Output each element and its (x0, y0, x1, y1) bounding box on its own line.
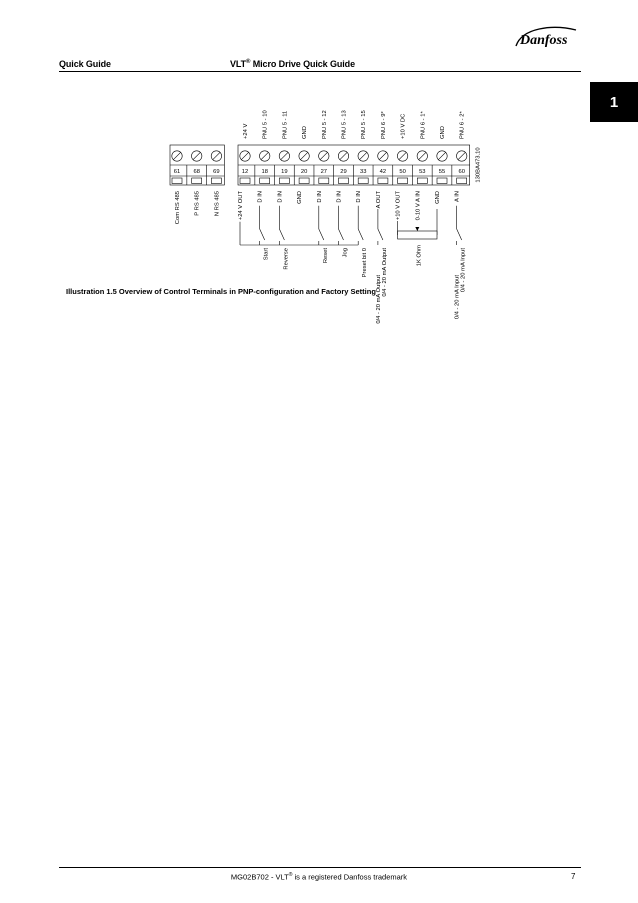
terminal-33-parameter: PNU 5 - 15 (361, 110, 368, 139)
terminal-19-function: D IN (277, 191, 284, 203)
terminal-69-number: 69 (213, 169, 220, 175)
terminal-68-label: P RS 485 (194, 191, 201, 216)
terminal-20-number: 20 (300, 169, 308, 175)
switch-33 (358, 229, 363, 240)
terminal-27-contact (319, 178, 329, 184)
terminal-42-function: A OUT (375, 191, 382, 209)
terminal-18-number: 18 (261, 169, 268, 175)
terminal-19-parameter: PNU 5 - 11 (282, 110, 289, 139)
terminal-27-number: 27 (320, 169, 328, 175)
terminal-18-parameter: PNU 5 - 10 (262, 110, 269, 139)
chapter-tab: 1 (590, 82, 638, 122)
terminal-42-number: 42 (379, 169, 387, 175)
footer-rule (59, 867, 581, 868)
terminal-29-number: 29 (340, 169, 347, 175)
header-rule (59, 71, 581, 72)
terminal-50-contact (398, 178, 408, 184)
terminal-69-contact (211, 178, 221, 184)
terminal-29-function: D IN (336, 191, 343, 203)
switch-60 (457, 229, 462, 240)
terminal-53-function: 0-10 V A IN (415, 191, 422, 221)
terminal-53-parameter: PNU 6 - 1* (420, 111, 427, 139)
switch-19 (279, 229, 284, 240)
terminal-60-signal-label: 0/4 - 20 mA Input (460, 248, 467, 293)
header-left-title: Quick Guide (59, 59, 111, 69)
terminal-18-function: D IN (257, 191, 264, 203)
terminal-42-parameter: PNU 6 - 9* (380, 111, 387, 139)
terminal-61-contact (172, 178, 182, 184)
terminal-19-contact (279, 178, 289, 184)
terminal-60-function: A IN (454, 191, 461, 202)
terminal-20-function: GND (297, 191, 304, 204)
switch-18 (260, 229, 265, 240)
terminal-69-label: N RS 485 (214, 191, 221, 217)
terminal-60-signal-label: 0/4 - 20 mA Input (454, 275, 461, 320)
terminal-19-signal-label: Reverse (283, 248, 290, 270)
terminal-55-number: 55 (438, 169, 446, 175)
terminal-33-signal-label: Preset bit 0 (362, 248, 369, 278)
terminal-68-contact (192, 178, 202, 184)
terminal-60-parameter: PNU 6 - 2* (459, 111, 466, 139)
terminal-18-signal-label: Start (263, 248, 270, 261)
terminal-12-parameter: +24 V (243, 123, 249, 139)
terminal-27-parameter: PNU 5 - 12 (321, 110, 328, 139)
terminal-42-signal-label: 0/4 - 20 mA Output (375, 275, 382, 324)
terminal-53-number: 53 (419, 169, 426, 175)
terminal-61-label: Com RS 485 (175, 191, 181, 225)
terminal-55-contact (437, 178, 447, 184)
switch-42 (378, 229, 383, 240)
terminal-50-number: 50 (399, 169, 406, 175)
terminal-53-contact (417, 178, 427, 184)
terminal-20-contact (299, 178, 309, 184)
terminal-42-signal-label: 0/4 - 20 mA Output (381, 248, 388, 297)
terminal-19-number: 19 (281, 169, 288, 175)
header-center-title: VLT® Micro Drive Quick Guide (230, 59, 355, 69)
terminal-60-number: 60 (458, 169, 465, 175)
terminal-33-contact (358, 178, 368, 184)
terminal-18-contact (260, 178, 270, 184)
terminal-55-parameter: GND (440, 126, 446, 139)
illustration-caption: Illustration 1.5 Overview of Control Terminals in PNP-configuration and Factory Setting (66, 287, 376, 296)
terminal-50-parameter: +10 V DC (400, 113, 407, 139)
terminal-29-signal-label: Jog (342, 248, 349, 258)
terminal-68-number: 68 (193, 169, 200, 175)
danfoss-logo (512, 24, 580, 50)
terminal-20-parameter: GND (302, 126, 309, 139)
switch-27 (319, 229, 324, 240)
terminal-29-contact (339, 178, 349, 184)
terminal-29-parameter: PNU 5 - 13 (341, 110, 348, 139)
terminal-27-function: D IN (316, 191, 323, 203)
footer-trademark: MG02B702 - VLT® is a registered Danfoss trademark (230, 872, 408, 882)
terminal-60-contact (457, 178, 467, 184)
terminal-61-number: 61 (173, 169, 181, 175)
diagram-id-code: 130BA473.10 (475, 147, 482, 183)
terminal-12-function: +24 V OUT (238, 191, 244, 221)
terminal-12-contact (240, 178, 250, 184)
page-number: 7 (571, 872, 576, 881)
switch-29 (339, 229, 344, 240)
terminal-55-function: GND (435, 191, 441, 204)
terminal-12-number: 12 (241, 169, 249, 175)
potentiometer (398, 231, 437, 239)
terminal-53-signal-label: 1K Ohm (416, 245, 423, 267)
terminal-50-function: +10 V OUT (395, 191, 402, 221)
terminal-33-number: 33 (359, 169, 367, 175)
terminal-42-contact (378, 178, 388, 184)
svg-text:Danfoss: Danfoss (520, 33, 568, 48)
terminal-27-signal-label: Reset (322, 248, 329, 264)
wiper-arrow (415, 227, 419, 231)
terminal-33-function: D IN (356, 191, 363, 203)
